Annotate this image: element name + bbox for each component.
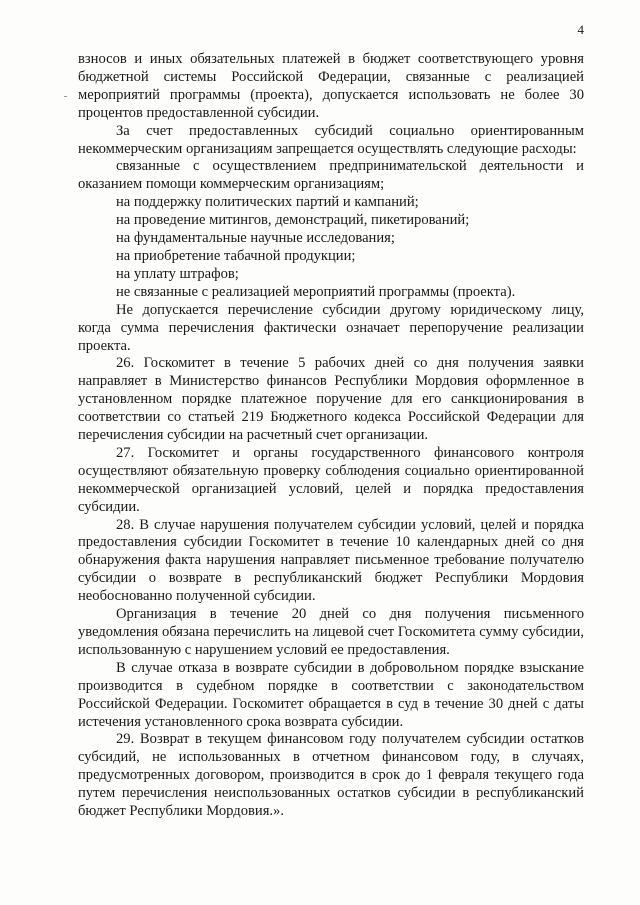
list-item: на приобретение табачной продукции;	[116, 247, 356, 264]
list-item: на фундаментальные научные исследования;	[116, 230, 395, 247]
list-item: на поддержку политических партий и кампаний;	[116, 194, 419, 211]
list-item: связанные с осуществлением предпринимательской деятельности и оказанием помощи коммерческим организациям;	[78, 158, 584, 193]
paragraph-transfer-ban: Не допускается перечисление субсидии другому юридическому лицу, когда сумма перечисления фактически означает перепоручение реализации проекта.	[78, 301, 584, 354]
document-body	[78, 51, 584, 821]
paragraph-29: 29. Возврат в текущем финансовом году получателем субсидии остатков субсидий, не использованных в отчетном финансовом году, в случаях, предусмотренных договором, производится в срок до 1 февраля текущего года путем перечисления неиспользованных остатков субсидии в республиканский бюджет Республики Мордовия.».	[78, 731, 584, 820]
paragraph-prohibited-expenses: За счет предоставленных субсидий социально ориентированным некоммерческим организациям запрещается осуществлять следующие расходы:	[78, 122, 584, 157]
paragraph-28: 28. В случае нарушения получателем субсидии условий, целей и порядка предоставления субсидии Госкомитет в течение 10 календарных дней со дня обнаружения факта нарушения направляет письменное требование получателю субсидии о возврате в республиканский бюджет Республики Мордовия необоснованно полученной субсидии.	[78, 516, 584, 605]
paragraph-27: 27. Госкомитет и органы государственного финансового контроля осуществляют обязательную проверку соблюдения социально ориентированной некоммерческой организацией условий, целей и порядка предоставления субсидии.	[78, 444, 584, 515]
paragraph-court-recovery: В случае отказа в возврате субсидии в добровольном порядке взыскание производится в судебном порядке в соответствии с законодательством Российской Федерации. Госкомитет обращается в суд в течение 30 дней с даты истечения установленного срока возврата субсидии.	[78, 659, 584, 730]
list-item: на уплату штрафов;	[116, 265, 239, 282]
paragraph-continuation: взносов и иных обязательных платежей в бюджет соответствующего уровня бюджетной системы Российской Федерации, связанные с реализацией мероприятий программы (проекта), допускается использовать не более 30 процентов предоставленной субсидии.	[78, 51, 584, 121]
paragraph-26: 26. Госкомитет в течение 5 рабочих дней со дня получения заявки направляет в Министерство финансов Республики Мордовия оформленное в установленном порядке платежное поручение для его санкционирования в соответствии со статьей 219 Бюджетного кодекса Российской Федерации для перечисления субсидии на расчетный счет организации.	[78, 355, 584, 444]
paragraph-refund-notice: Организация в течение 20 дней со дня получения письменного уведомления обязана перечислить на лицевой счет Госкомитета сумму субсидии, использованную с нарушением условий ее предоставления.	[78, 606, 584, 658]
scan-mark	[64, 96, 67, 97]
list-item: не связанные с реализацией мероприятий программы (проекта).	[116, 283, 516, 300]
list-item: на проведение митингов, демонстраций, пикетирований;	[116, 212, 470, 229]
page-number: 4	[577, 22, 584, 37]
